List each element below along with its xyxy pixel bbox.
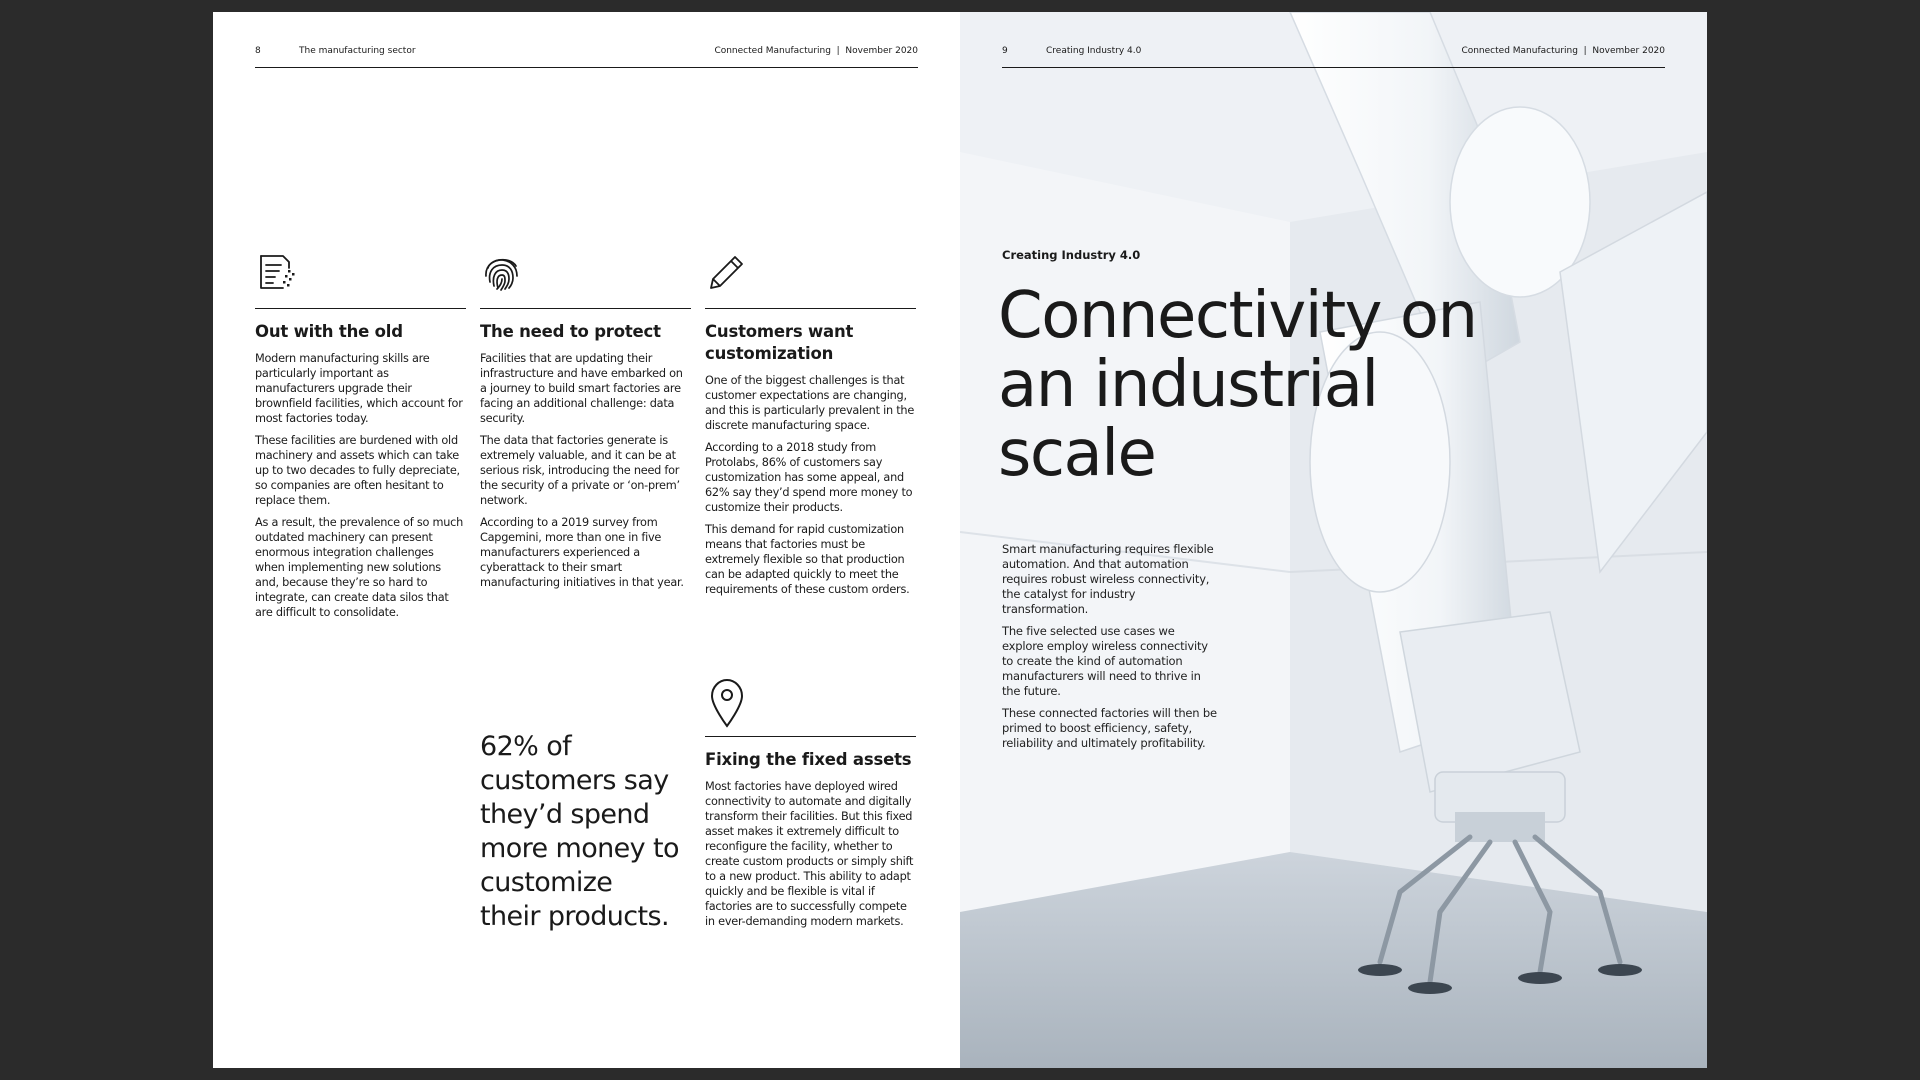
page-number: 8 xyxy=(255,46,261,56)
column-the-need-to-protect xyxy=(480,250,691,597)
page-number: 9 xyxy=(1002,46,1008,56)
body-paragraph: Most factories have deployed wired connectivity to automate and digitally transform their facilities. But this fixed asset makes it extremely difficult to reconfigure the facility, whether to create custom products or simply shift to a new product. This ability to adapt quickly and be flexible is vital if factories are to successfully compete in ever-demanding modern markets. xyxy=(705,780,914,928)
body-paragraph: Smart manufacturing requires flexible automation. And that automation requires robust wireless connectivity, the catalyst for industry transformation. xyxy=(1002,542,1214,616)
body-paragraph: The five selected use cases we explore employ wireless connectivity to create the kind of automation manufacturers will need to thrive in the future. xyxy=(1002,624,1208,698)
column-out-with-the-old xyxy=(255,250,466,627)
body-paragraph: According to a 2018 study from Protolabs, 86% of customers say customization has some appeal, and 62% say they’d spend more money to customize their products. xyxy=(705,441,913,514)
running-header xyxy=(255,46,918,68)
publication-title: Connected Manufacturing | November 2020 xyxy=(714,46,918,56)
body-paragraph: Modern manufacturing skills are particularly important as manufacturers upgrade their brownfield facilities, which account for most factories today. xyxy=(255,352,463,425)
column-heading: Customers want customization xyxy=(705,322,854,363)
section-title: The manufacturing sector xyxy=(299,46,416,56)
column-divider xyxy=(705,308,916,309)
body-paragraph: As a result, the prevalence of so much outdated machinery can present enormous integration challenges when implementing new solutions and, because they’re so hard to integrate, can create data silos that are difficult to consolidate. xyxy=(255,516,464,619)
section-title: Creating Industry 4.0 xyxy=(1046,46,1142,56)
column-fixing-the-fixed-assets xyxy=(705,676,916,936)
column-divider xyxy=(480,308,691,309)
publication-title: Connected Manufacturing | November 2020 xyxy=(1461,46,1665,56)
pull-quote: 62% of customers say they’d spend more money to customize their products. xyxy=(480,731,679,932)
location-pin-icon xyxy=(705,676,749,728)
column-customers-want-customization xyxy=(705,250,916,604)
body-paragraph: These connected factories will then be primed to boost efficiency, safety, reliability and ultimately profitability. xyxy=(1002,706,1217,750)
headline: Connectivity on an industrial scale xyxy=(998,279,1477,491)
column-heading: Fixing the fixed assets xyxy=(705,750,912,769)
body-paragraph: According to a 2019 survey from Capgemini, more than one in five manufacturers experienced a cyberattack to their smart manufacturing initiatives in that year. xyxy=(480,516,684,589)
body-paragraph: One of the biggest challenges is that customer expectations are changing, and this is particularly prevalent in the discrete manufacturing space. xyxy=(705,374,915,432)
column-heading: The need to protect xyxy=(480,322,661,341)
column-heading: Out with the old xyxy=(255,322,403,341)
page-right xyxy=(960,12,1707,1068)
pencil-icon xyxy=(705,250,749,294)
column-divider xyxy=(255,308,466,309)
intro-text xyxy=(1002,542,1217,758)
document-spread xyxy=(213,12,1707,1068)
body-paragraph: The data that factories generate is extremely valuable, and it can be at serious risk, introducing the need for the security of a private or ‘on-prem’ network. xyxy=(480,434,680,507)
document-list-icon xyxy=(255,250,299,294)
robot-arm-illustration xyxy=(960,12,1707,1068)
body-paragraph: These facilities are burdened with old machinery and assets which can take up to two decades to fully depreciate, so companies are often hesitant to replace them. xyxy=(255,434,460,507)
running-header xyxy=(1002,46,1665,68)
fingerprint-icon xyxy=(480,250,524,294)
body-paragraph: Facilities that are updating their infrastructure and have embarked on a journey to build smart factories are facing an additional challenge: data security. xyxy=(480,352,683,425)
kicker: Creating Industry 4.0 xyxy=(1002,248,1141,262)
page-left xyxy=(213,12,960,1068)
body-paragraph: This demand for rapid customization means that factories must be extremely flexible so that production can be adapted quickly to meet the requirements of these custom orders. xyxy=(705,523,910,596)
column-divider xyxy=(705,736,916,737)
